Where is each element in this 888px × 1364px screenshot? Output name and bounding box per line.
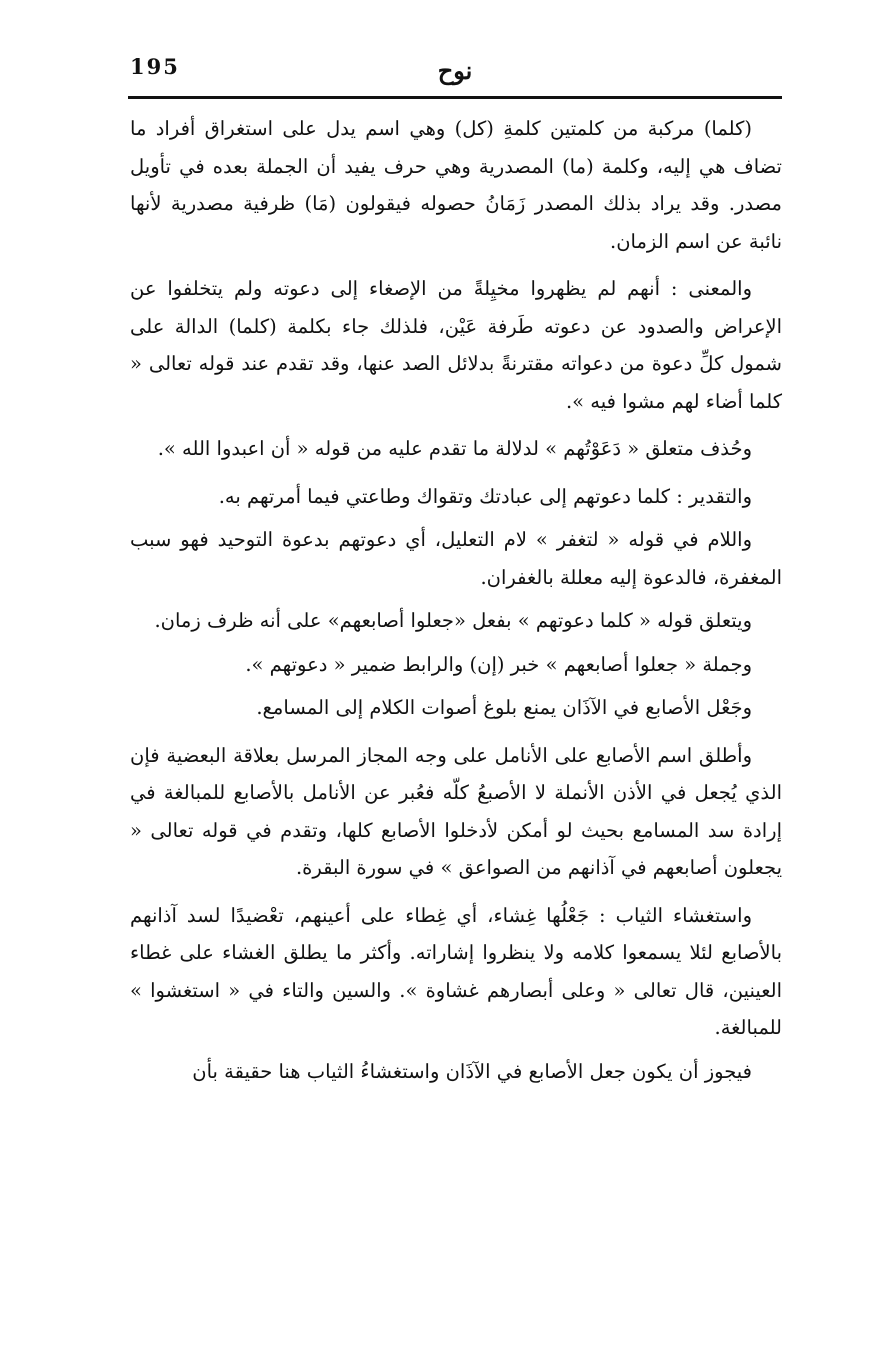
paragraph-lam: واللام في قوله « لتغفر » لام التعليل، أي دعوتهم بدعوة التوحيد فهو سبب المغفرة، فالدعوة إليه معللة بالغفران.	[130, 528, 782, 589]
running-title: نوح	[437, 56, 473, 85]
paragraph-continuation: فيجوز أن يكون جعل الأصابع في الآذَان واستغشاءُ الثياب هنا حقيقة بأن	[192, 1059, 752, 1083]
page-number: 195	[130, 54, 180, 79]
paragraph-estimate: والتقدير : كلما دعوتهم إلى عبادتك وتقواك وطاعتي فيما أمرتهم به.	[218, 484, 752, 508]
paragraph-kullama: (كلما) مركبة من كلمتين كلمةِ (كل) وهي اسم يدل على استغراق أفراد ما تضاف هي إليه، وكلمة (ما) المصدرية وهي حرف يفيد أن الجملة بعده في تأويل مصدر. وقد يراد بذلك المصدر زَمَانُ حصوله فيقولون (مَا) ظرفية مصدرية لأنها نائبة عن اسم الزمان.	[130, 117, 782, 253]
page-header	[128, 48, 782, 100]
paragraph-metonymy: وأطلق اسم الأصابع على الأنامل على وجه المجاز المرسل بعلاقة البعضية فإن الذي يُجعل في الأذن الأنملة لا الأصبعُ كلّه فعُبر عن الأنامل بالأصابع للمبالغة في إرادة سد المسامع بحيث لو أمكن لأدخلوا الأصابع كلها، وتقدم في قوله تعالى « يجعلون أصابعهم في آذانهم من الصواعق » في سورة البقرة.	[130, 743, 782, 879]
paragraph-fingers: وجَعْل الأصابع في الآذَان يمنع بلوغ أصوات الكلام إلى المسامع.	[256, 696, 752, 719]
page-body	[130, 110, 782, 1090]
paragraph-garments: واستغشاء الثياب : جَعْلُها غِشاء، أي غِطاء على أعينهم، تعْضيدًا لسد آذانهم بالأصابع لئلا يسمعوا كلامه ولا ينظروا إشاراته. وأكثر ما يطلق الغشاء على غطاء العينين، قال تعالى « وعلى أبصارهم غشاوة ». والسين والتاء في « استغشوا » للمبالغة.	[130, 903, 782, 1039]
paragraph-attachment: ويتعلق قوله « كلما دعوتهم » بفعل «جعلوا أصابعهم» على أنه ظرف زمان.	[154, 609, 752, 632]
paragraph-omitted-object: وحُذف متعلق « دَعَوْتُهم » لدلالة ما تقدم عليه من قوله « أن اعبدوا الله ».	[157, 437, 752, 460]
header-rule	[128, 96, 782, 99]
paragraph-meaning: والمعنى : أنهم لم يظهروا مخيِلةً من الإصغاء إلى دعوته ولم يتخلفوا عن الإعراض والصدود عن دعوته طَرفة عَيْن، فلذلك جاء بكلمة (كلما) الدالة على شمول كلِّ دعوة من دعواته مقترنةً بدلائل الصد عنها، وقد تقدم عند قوله تعالى « كلما أضاء لهم مشوا فيه ».	[130, 277, 782, 413]
paragraph-clause: وجملة « جعلوا أصابعهم » خبر (إن) والرابط ضمير « دعوتهم ».	[245, 652, 752, 676]
